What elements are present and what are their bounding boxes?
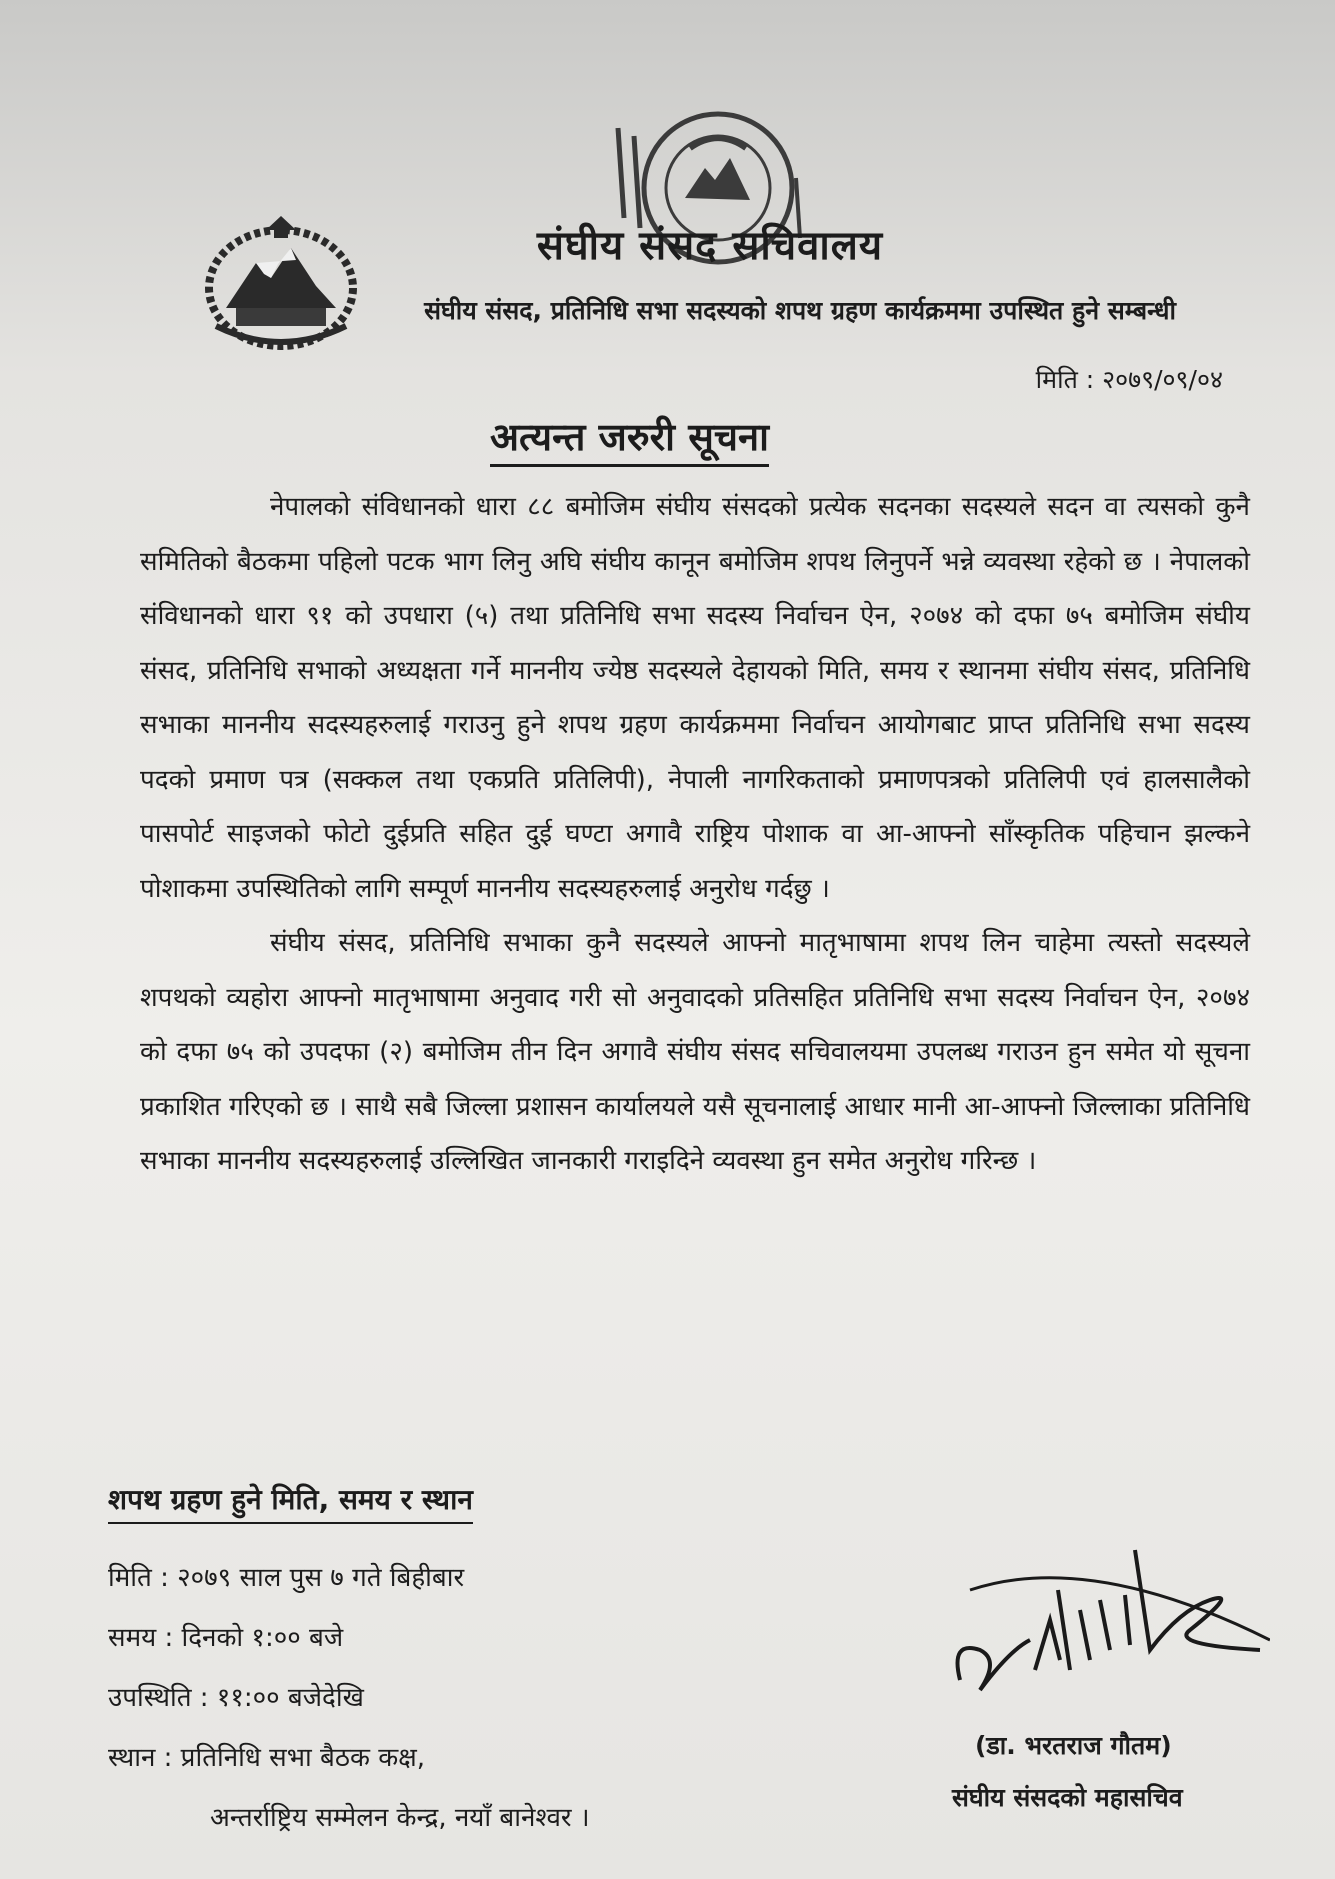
signatory-name: (डा. भरतराज गौतम): [975, 1731, 1172, 1760]
office-name: संघीय संसद सचिवालय: [536, 223, 884, 269]
signatory-title: संघीय संसदको महासचिव: [952, 1783, 1183, 1812]
notice-date: मिति : २०७९/०९/०४: [1035, 365, 1223, 394]
schedule-date: मिति : २०७९ साल पुस ७ गते बिहीबार: [108, 1563, 465, 1593]
schedule-heading: शपथ ग्रहण हुने मिति, समय र स्थान: [108, 1480, 473, 1524]
handwritten-signature-icon: [940, 1530, 1270, 1730]
schedule-list: [108, 1548, 590, 1848]
schedule-venue: स्थान : प्रतिनिधि सभा बैठक कक्ष,: [108, 1743, 426, 1773]
notice-subject: संघीय संसद, प्रतिनिधि सभा सदस्यको शपथ ग्रहण कार्यक्रममा उपस्थित हुने सम्बन्धी: [424, 296, 1176, 325]
notice-body: [140, 480, 1250, 1189]
schedule-attendance: उपस्थिति : ११:०० बजेदेखि: [108, 1683, 364, 1713]
notice-title: अत्यन्त जरुरी सूचना: [490, 410, 769, 467]
schedule-time: समय : दिनको १:०० बजे: [108, 1623, 344, 1653]
body-paragraph-2: संघीय संसद, प्रतिनिधि सभाका कुनै सदस्यले आफ्नो मातृभाषामा शपथ लिन चाहेमा त्यस्तो सदस्यले शपथको व्यहोरा आफ्नो मातृभाषामा अनुवाद गरी सो अनुवादको प्रतिसहित प्रतिनिधि सभा सदस्य निर्वाचन ऐन, २०७४ को दफा ७५ को उपदफा (२) बमोजिम तीन दिन अगावै संघीय संसद सचिवालयमा उपलब्ध गराउन हुन समेत यो सूचना प्रकाशित गरिएको छ । साथै सबै जिल्ला प्रशासन कार्यालयले यसै सूचनालाई आधार मानी आ-आफ्नो जिल्लाका प्रतिनिधि सभाका माननीय सदस्यहरुलाई उल्लिखित जानकारी गराइदिने व्यवस्था हुन समेत अनुरोध गरिन्छ ।: [140, 928, 1250, 1176]
body-paragraph-1: नेपालको संविधानको धारा ८८ बमोजिम संघीय संसदको प्रत्येक सदनका सदस्यले सदन वा त्यसको कुनै समितिको बैठकमा पहिलो पटक भाग लिनु अघि संघीय कानून बमोजिम शपथ लिनुपर्ने भन्ने व्यवस्था रहेको छ । नेपालको संविधानको धारा ९१ को उपधारा (५) तथा प्रतिनिधि सभा सदस्य निर्वाचन ऐन, २०७४ को दफा ७५ बमोजिम संघीय संसद, प्रतिनिधि सभाको अध्यक्षता गर्ने माननीय ज्येष्ठ सदस्यले देहायको मिति, समय र स्थानमा संघीय संसद, प्रतिनिधि सभाका माननीय सदस्यहरुलाई गराउनु हुने शपथ ग्रहण कार्यक्रममा निर्वाचन आयोगबाट प्राप्त प्रतिनिधि सभा सदस्य पदको प्रमाण पत्र (सक्कल तथा एकप्रति प्रतिलिपी), नेपाली नागरिकताको प्रमाणपत्रको प्रतिलिपी एवं हालसालैको पासपोर्ट साइजको फोटो दुईप्रति सहित दुई घण्टा अगावै राष्ट्रिय पोशाक वा आ-आफ्नो साँस्कृतिक पहिचान झल्कने पोशाकमा उपस्थितिको लागि सम्पूर्ण माननीय सदस्यहरुलाई अनुरोध गर्दछु ।: [140, 492, 1250, 904]
nepal-emblem-icon: [196, 208, 366, 358]
schedule-venue-continued: अन्तर्राष्ट्रिय सम्मेलन केन्द्र, नयाँ बानेश्वर ।: [210, 1803, 590, 1833]
